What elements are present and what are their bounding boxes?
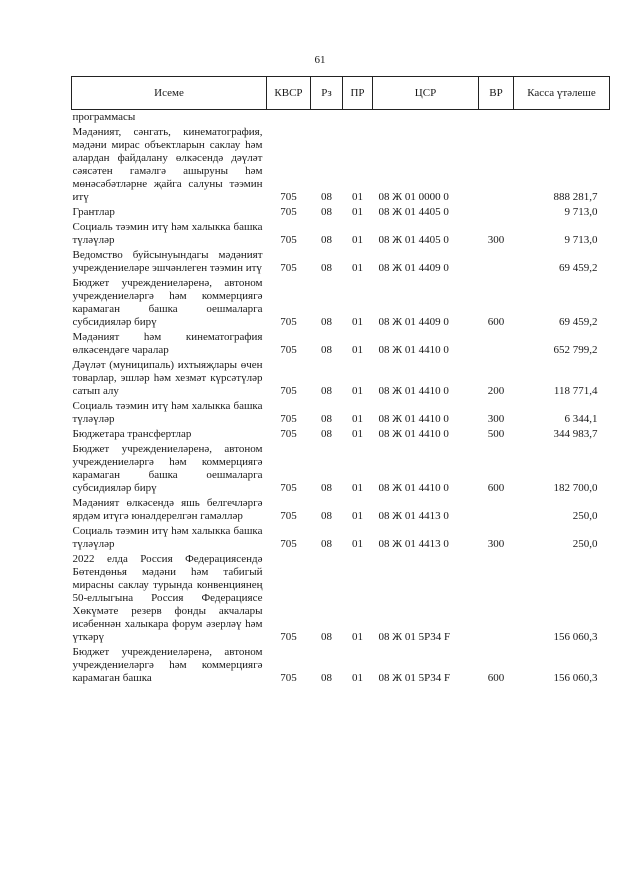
table-row	[72, 443, 610, 497]
row-name: Социаль тәэмин итү һәм халыкка башка түләүләр	[72, 400, 263, 425]
header-csr: ЦСР	[373, 77, 479, 110]
row-amount: 156 060,3	[553, 631, 598, 643]
row-name: Грантлар	[72, 206, 115, 218]
row-csr: 08 Ж 01 5Р34 F	[378, 672, 451, 684]
row-rz: 08	[321, 672, 332, 684]
row-csr: 08 Ж 01 4413 0	[378, 538, 449, 550]
row-csr: 08 Ж 01 4405 0	[378, 206, 449, 218]
table-body	[72, 110, 610, 688]
row-amount: 182 700,0	[553, 482, 598, 494]
row-vr	[479, 126, 514, 206]
row-rz: 08	[321, 191, 332, 203]
row-name: 2022 елда Россия Федерациясендә Бөтендөнья мәдәни һәм табигый мирасны саклау турында конвенциянең 50-еллыгына Россия Федерациясе Хөкүмәте резерв фонды акчалары исәбеннән халыкара форум әзерләү һәм үткәрү	[72, 553, 263, 643]
row-csr: 08 Ж 01 0000 0	[378, 191, 449, 203]
row-vr	[479, 249, 514, 277]
header-kassa: Касса үтәлеше	[514, 77, 610, 110]
row-csr: 08 Ж 01 4413 0	[378, 510, 449, 522]
row-name: Мәдәният һәм кинематография өлкәсендәге чаралар	[72, 331, 263, 356]
row-csr: 08 Ж 01 4409 0	[378, 316, 449, 328]
row-vr	[479, 206, 514, 221]
row-amount: 250,0	[572, 510, 598, 522]
table-row	[72, 221, 610, 249]
row-rz: 08	[321, 510, 332, 522]
row-csr: 08 Ж 01 4405 0	[378, 234, 449, 246]
row-name: Мәдәният, сәнгать, кинематография, мәдәни мирас объектларын саклау һәм алардан файдалану өлкәсендә дәүләт сәясәтен гамәлгә ашыруны һәм мөнәсәбәтләрне җайга салуны тәэмин итү	[72, 126, 263, 203]
row-pr: 01	[352, 510, 363, 522]
row-vr: 300	[487, 234, 505, 246]
row-amount: 888 281,7	[553, 191, 598, 203]
row-kvsr: 705	[280, 482, 297, 494]
header-vr: ВР	[479, 77, 514, 110]
row-pr: 01	[352, 672, 363, 684]
row-pr	[343, 110, 373, 127]
row-amount: 250,0	[572, 538, 598, 550]
row-csr: 08 Ж 01 5Р34 F	[378, 631, 451, 643]
table-row	[72, 359, 610, 400]
row-name: Социаль тәэмин итү һәм халыкка башка түләүләр	[72, 525, 263, 550]
table-row	[72, 646, 610, 687]
row-kvsr: 705	[280, 428, 297, 440]
row-rz: 08	[321, 385, 332, 397]
row-vr	[479, 110, 514, 127]
table-row	[72, 331, 610, 359]
row-kvsr: 705	[280, 631, 297, 643]
table-row	[72, 497, 610, 525]
row-kvsr: 705	[280, 510, 297, 522]
row-kvsr: 705	[280, 234, 297, 246]
row-amount: 9 713,0	[564, 206, 598, 218]
row-name: программасы	[72, 111, 136, 123]
row-pr: 01	[352, 234, 363, 246]
row-rz	[311, 110, 343, 127]
row-name: Бюджет учреждениеләренә, автоном учреждениеләргә һәм коммерциягә карамаган башка оешмаларга субсидияләр бирү	[72, 443, 263, 494]
row-rz: 08	[321, 482, 332, 494]
row-kvsr: 705	[280, 206, 297, 218]
row-vr: 300	[487, 538, 505, 550]
row-csr: 08 Ж 01 4410 0	[378, 428, 449, 440]
row-pr: 01	[352, 385, 363, 397]
row-rz: 08	[321, 316, 332, 328]
table-row	[72, 249, 610, 277]
row-vr: 600	[487, 316, 505, 328]
row-kvsr: 705	[280, 262, 297, 274]
budget-table	[71, 76, 610, 687]
row-rz: 08	[321, 428, 332, 440]
row-vr: 200	[487, 385, 505, 397]
table-row	[72, 525, 610, 553]
row-name: Мәдәният өлкәсендә яшь белгечләргә ярдәм итүгә юнәлдерелгән гамәлләр	[72, 497, 263, 522]
row-pr: 01	[352, 316, 363, 328]
row-kvsr: 705	[280, 672, 297, 684]
row-csr: 08 Ж 01 4409 0	[378, 262, 449, 274]
table-row	[72, 553, 610, 646]
row-name: Дәүләт (муниципаль) ихтыяҗлары өчен товарлар, эшләр һәм хезмәт күрсәтүләр сатып алу	[72, 359, 263, 397]
row-pr: 01	[352, 344, 363, 356]
row-vr: 600	[487, 672, 505, 684]
table-row	[72, 277, 610, 331]
header-pr: ПР	[343, 77, 373, 110]
row-kvsr: 705	[280, 344, 297, 356]
row-pr: 01	[352, 206, 363, 218]
row-csr: 08 Ж 01 4410 0	[378, 413, 449, 425]
row-kvsr	[267, 110, 311, 127]
row-name: Бюджет учреждениеләренә, автоном учреждениеләргә һәм коммерциягә карамаган башка оешмаларга субсидияләр бирү	[72, 277, 263, 328]
page-number: 61	[314, 54, 326, 66]
row-amount: 69 459,2	[559, 262, 598, 274]
row-amount: 156 060,3	[553, 672, 598, 684]
row-amount: 344 983,7	[553, 428, 598, 440]
row-rz: 08	[321, 262, 332, 274]
row-vr	[479, 331, 514, 359]
header-kvsr: КВСР	[267, 77, 311, 110]
header-name: Исеме	[72, 77, 267, 110]
row-name: Бюджетара трансфертлар	[72, 428, 192, 440]
row-csr	[373, 110, 479, 127]
row-rz: 08	[321, 413, 332, 425]
row-rz: 08	[321, 344, 332, 356]
header-rz: Рз	[311, 77, 343, 110]
row-amount: 9 713,0	[564, 234, 598, 246]
row-amount: 652 799,2	[553, 344, 598, 356]
row-vr: 500	[487, 428, 505, 440]
row-vr: 300	[487, 413, 505, 425]
row-pr: 01	[352, 191, 363, 203]
row-amount: 69 459,2	[559, 316, 598, 328]
row-name: Социаль тәэмин итү һәм халыкка башка түләүләр	[72, 221, 263, 246]
row-csr: 08 Ж 01 4410 0	[378, 385, 449, 397]
row-pr: 01	[352, 428, 363, 440]
row-vr	[479, 497, 514, 525]
row-name: Бюджет учреждениеләренә, автоном учреждениеләргә һәм коммерциягә карамаган башка	[72, 646, 263, 684]
table-row	[72, 206, 610, 221]
row-csr: 08 Ж 01 4410 0	[378, 344, 449, 356]
row-pr: 01	[352, 538, 363, 550]
table-row	[72, 400, 610, 428]
row-amount	[514, 110, 610, 127]
row-amount: 118 771,4	[553, 385, 598, 397]
row-kvsr: 705	[280, 191, 297, 203]
row-rz: 08	[321, 234, 332, 246]
row-rz: 08	[321, 631, 332, 643]
row-kvsr: 705	[280, 316, 297, 328]
row-pr: 01	[352, 482, 363, 494]
row-rz: 08	[321, 206, 332, 218]
row-pr: 01	[352, 262, 363, 274]
row-rz: 08	[321, 538, 332, 550]
row-kvsr: 705	[280, 385, 297, 397]
row-pr: 01	[352, 631, 363, 643]
row-kvsr: 705	[280, 413, 297, 425]
row-pr: 01	[352, 413, 363, 425]
row-name: Ведомство буйсынуындагы мәдәният учреждениеләре эшчәнлеген тәэмин итү	[72, 249, 263, 274]
row-csr: 08 Ж 01 4410 0	[378, 482, 449, 494]
table-row	[72, 110, 610, 127]
row-amount: 6 344,1	[564, 413, 598, 425]
row-vr: 600	[487, 482, 505, 494]
table-header-row	[72, 77, 610, 110]
table-row	[72, 126, 610, 206]
table-row	[72, 428, 610, 443]
row-vr	[479, 553, 514, 646]
row-kvsr: 705	[280, 538, 297, 550]
